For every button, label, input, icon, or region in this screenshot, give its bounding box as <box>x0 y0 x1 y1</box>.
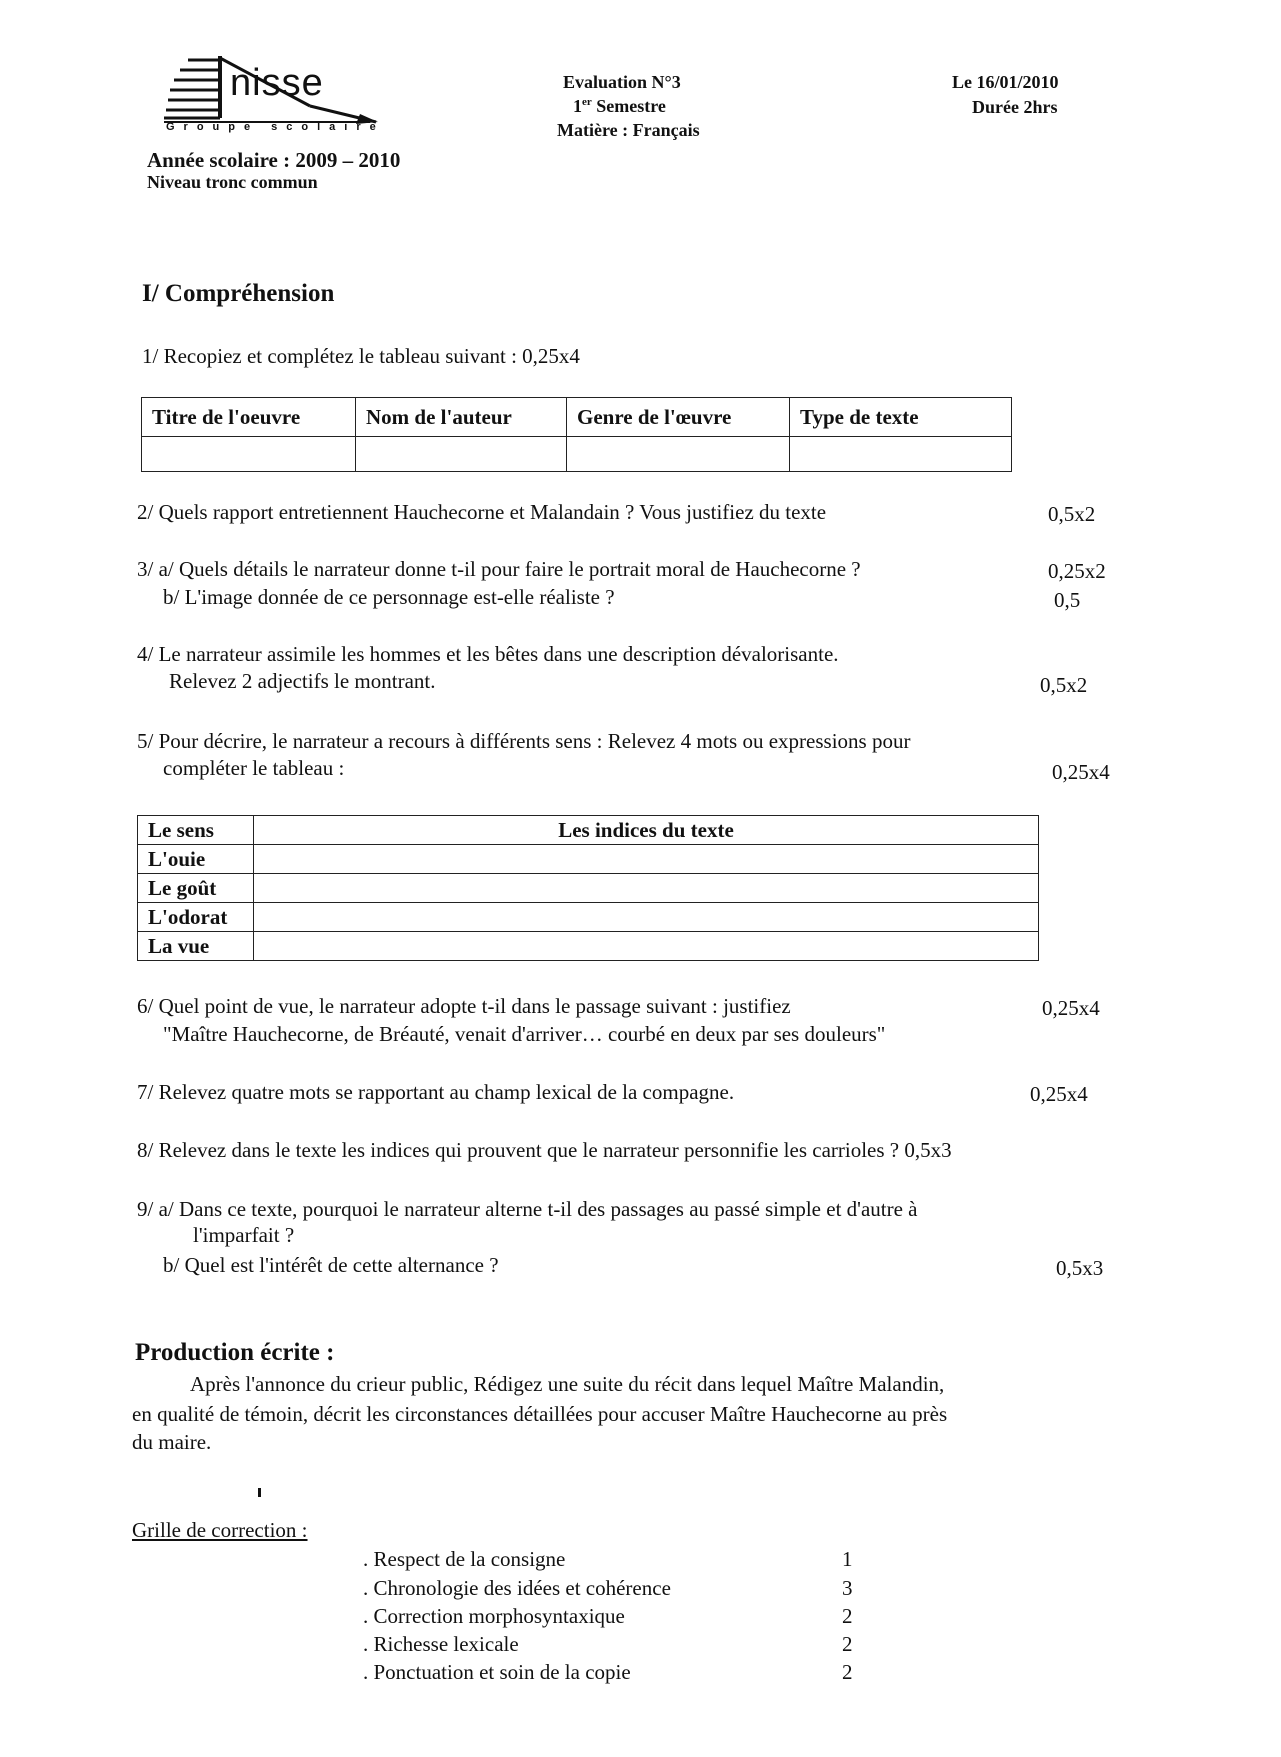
header-sense: Le sens <box>138 816 254 845</box>
sense-odorat: L'odorat <box>138 903 254 932</box>
grid-item-label: . Ponctuation et soin de la copie <box>363 1660 631 1684</box>
header-text-type: Type de texte <box>790 398 1012 437</box>
question-7: 7/ Relevez quatre mots se rapportant au champ lexical de la compagne. <box>137 1080 735 1104</box>
logo-subtext: Groupe scolaire <box>166 121 385 133</box>
table-header-row <box>142 398 1012 437</box>
question-9a-line2: l'imparfait ? <box>193 1223 295 1247</box>
answer-cell[interactable] <box>567 437 790 472</box>
grid-item-label: . Correction morphosyntaxique <box>363 1604 625 1628</box>
question-2-points: 0,5x2 <box>1048 502 1096 526</box>
question-4-line1: 4/ Le narrateur assimile les hommes et les bêtes dans une description dévalorisante. <box>137 642 839 666</box>
question-7-points: 0,25x4 <box>1030 1082 1088 1106</box>
semester <box>573 96 666 117</box>
header-author: Nom de l'auteur <box>356 398 567 437</box>
sense-gout: Le goût <box>138 874 254 903</box>
grid-item-score: 2 <box>842 1660 853 1684</box>
semester-suffix: er <box>582 96 592 108</box>
stray-mark <box>258 1488 261 1497</box>
question-6-line1: 6/ Quel point de vue, le narrateur adopte t-il dans le passage suivant : justifiez <box>137 994 791 1018</box>
table-row <box>138 903 1039 932</box>
grid-item-score: 2 <box>842 1604 853 1628</box>
question-5-line2: compléter le tableau : <box>163 756 345 780</box>
question-6-points: 0,25x4 <box>1042 996 1100 1020</box>
table-header-row <box>138 816 1039 845</box>
grid-item-label: . Richesse lexicale <box>363 1632 519 1656</box>
answer-cell[interactable] <box>254 845 1039 874</box>
grid-title: Grille de correction : <box>132 1518 308 1542</box>
answer-cell[interactable] <box>254 874 1039 903</box>
grid-item-score: 2 <box>842 1632 853 1656</box>
question-4-points: 0,5x2 <box>1040 673 1088 697</box>
grid-item-score: 3 <box>842 1576 853 1600</box>
question-9-points: 0,5x3 <box>1056 1256 1104 1280</box>
question-1: 1/ Recopiez et complétez le tableau suivant : 0,25x4 <box>142 344 580 368</box>
sense-ouie: L'ouie <box>138 845 254 874</box>
answer-cell[interactable] <box>790 437 1012 472</box>
answer-cell[interactable] <box>254 903 1039 932</box>
answer-cell[interactable] <box>356 437 567 472</box>
table-row <box>138 874 1039 903</box>
question-9b: b/ Quel est l'intérêt de cette alternance ? <box>163 1253 499 1277</box>
header-title: Titre de l'oeuvre <box>142 398 356 437</box>
senses-table <box>137 815 1039 961</box>
subject: Matière : Français <box>557 120 700 140</box>
question-2: 2/ Quels rapport entretiennent Hauchecorne et Malandain ? Vous justifiez du texte <box>137 500 827 524</box>
question-5-points: 0,25x4 <box>1052 760 1110 784</box>
question-4-line2: Relevez 2 adjectifs le montrant. <box>169 669 436 693</box>
question-9a-line1: 9/ a/ Dans ce texte, pourquoi le narrateur alterne t-il des passages au passé simple et d'autre à <box>137 1197 918 1221</box>
question-3a: 3/ a/ Quels détails le narrateur donne t-il pour faire le portrait moral de Hauchecorne ? <box>137 557 861 581</box>
grid-item-label: . Respect de la consigne <box>363 1547 566 1571</box>
grid-item-label: . Chronologie des idées et cohérence <box>363 1576 671 1600</box>
eval-title: Evaluation N°3 <box>563 72 681 92</box>
semester-word: Semestre <box>591 96 666 116</box>
table-row <box>142 437 1012 472</box>
exam-date: Le 16/01/2010 <box>952 72 1059 92</box>
grid-item-score: 1 <box>842 1547 853 1571</box>
level: Niveau tronc commun <box>147 172 318 192</box>
production-line3: du maire. <box>132 1430 212 1454</box>
school-year: Année scolaire : 2009 – 2010 <box>147 148 401 172</box>
table-row <box>138 845 1039 874</box>
question-6-quote: "Maître Hauchecorne, de Bréauté, venait d'arriver… courbé en deux par ses douleurs" <box>163 1022 886 1046</box>
work-info-table <box>141 397 1012 472</box>
logo-wordmark: nisse <box>230 62 324 104</box>
semester-number: 1 <box>573 96 582 116</box>
sense-vue: La vue <box>138 932 254 961</box>
table-row <box>138 932 1039 961</box>
question-3a-points: 0,25x2 <box>1048 559 1106 583</box>
production-line1: Après l'annonce du crieur public, Rédigez une suite du récit dans lequel Maître Malandin, <box>190 1372 945 1396</box>
answer-cell[interactable] <box>254 932 1039 961</box>
header-genre: Genre de l'œuvre <box>567 398 790 437</box>
question-8: 8/ Relevez dans le texte les indices qui prouvent que le narrateur personnifie les carrioles ? 0,5x3 <box>137 1138 952 1162</box>
production-title: Production écrite : <box>135 1339 335 1366</box>
exam-duration: Durée 2hrs <box>972 97 1058 117</box>
question-3b-points: 0,5 <box>1054 588 1081 612</box>
comprehension-title: I/ Compréhension <box>142 280 335 307</box>
question-3b: b/ L'image donnée de ce personnage est-elle réaliste ? <box>163 585 615 609</box>
answer-cell[interactable] <box>142 437 356 472</box>
header-clues: Les indices du texte <box>254 816 1039 845</box>
question-5-line1: 5/ Pour décrire, le narrateur a recours à différents sens : Relevez 4 mots ou expressions pour <box>137 729 911 753</box>
production-line2: en qualité de témoin, décrit les circonstances détaillées pour accuser Maître Hauchecorne au près <box>132 1402 948 1426</box>
